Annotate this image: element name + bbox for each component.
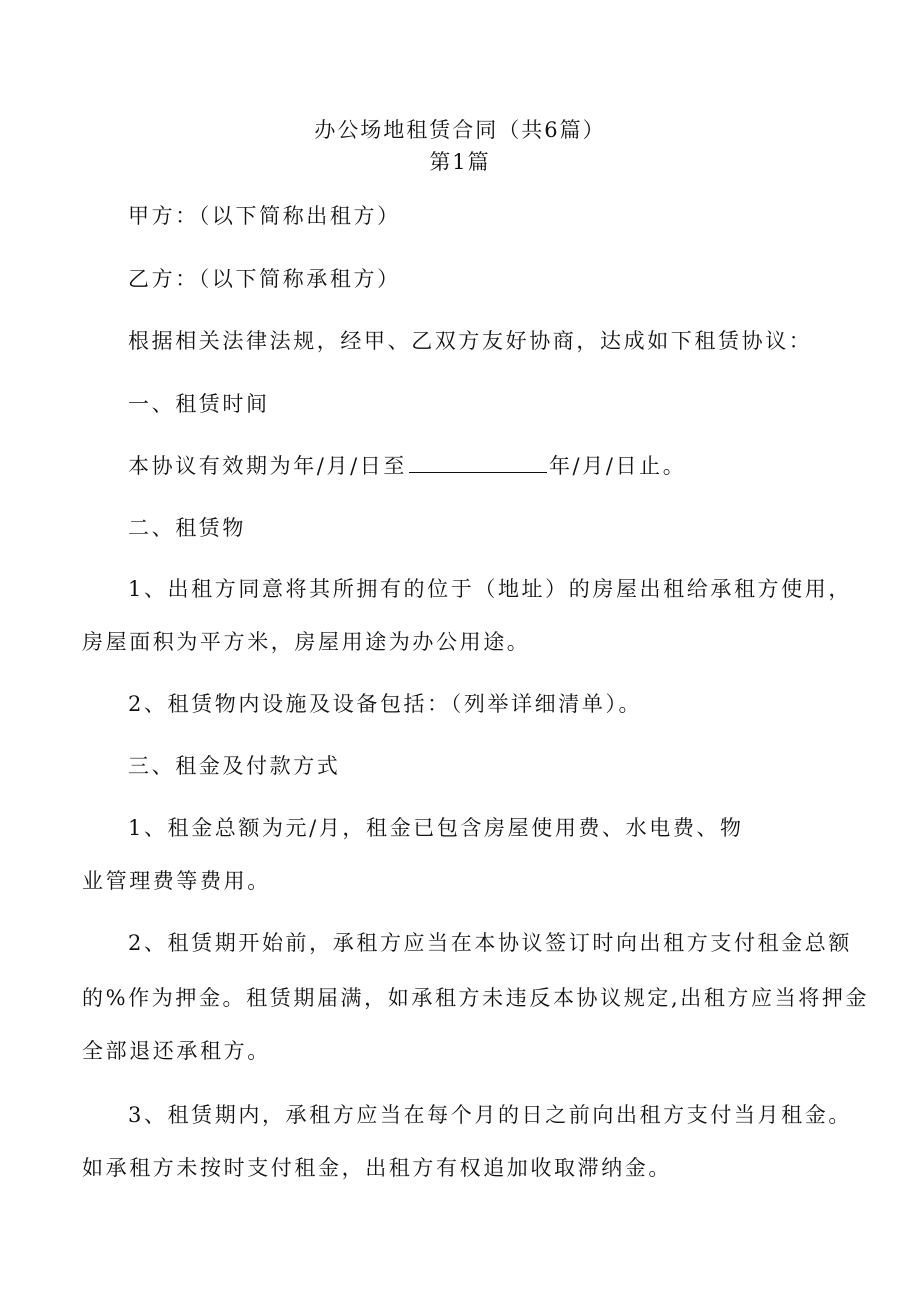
section-1-text-start: 本协议有效期为年/月/日至 xyxy=(128,454,407,478)
section-2-heading: 二、租赁物 xyxy=(128,516,246,540)
section-3-item-2-line-2: 的%作为押金。租赁期届满，如承租方未违反本协议规定,出租方应当将押金 xyxy=(82,986,870,1010)
section-3-item-2-line-3: 全部退还承租方。 xyxy=(82,1039,271,1063)
section-2-item-2: 2、租赁物内设施及设备包括：（列举详细清单）。 xyxy=(128,692,643,716)
section-1-heading: 一、租赁时间 xyxy=(128,392,270,416)
section-1-text xyxy=(128,451,898,481)
section-3-item-1-line-2: 业管理费等费用。 xyxy=(82,869,271,893)
section-2-item-1-line-2: 房屋面积为平方米，房屋用途为办公用途。 xyxy=(82,630,531,654)
section-2-item-1-line-1: 1、出租方同意将其所拥有的位于（地址）的房屋出租给承租方使用， xyxy=(128,577,852,601)
section-3-item-1-line-1: 1、租金总额为元/月，租金已包含房屋使用费、水电费、物 xyxy=(128,816,744,840)
section-3-item-3-line-2: 如承租方未按时支付租金，出租方有权追加收取滞纳金。 xyxy=(82,1156,672,1180)
party-a-line: 甲方：（以下简称出租方） xyxy=(128,204,401,228)
section-3-item-3-line-1: 3、租赁期内，承租方应当在每个月的日之前向出租方支付当月租金。 xyxy=(128,1103,852,1127)
section-3-heading: 三、租金及付款方式 xyxy=(128,754,341,778)
document-subtitle: 第1篇 xyxy=(429,150,491,174)
party-b-line: 乙方：（以下简称承租方） xyxy=(128,267,401,291)
section-1-text-end: 年/月/日止。 xyxy=(548,454,687,478)
document-title: 办公场地租赁合同（共6篇） xyxy=(314,118,606,142)
date-blank-field[interactable] xyxy=(409,452,547,473)
section-3-item-2-line-1: 2、租赁期开始前，承租方应当在本协议签订时向出租方支付租金总额 xyxy=(128,931,852,955)
preamble: 根据相关法律法规，经甲、乙双方友好协商，达成如下租赁协议： xyxy=(128,329,813,353)
